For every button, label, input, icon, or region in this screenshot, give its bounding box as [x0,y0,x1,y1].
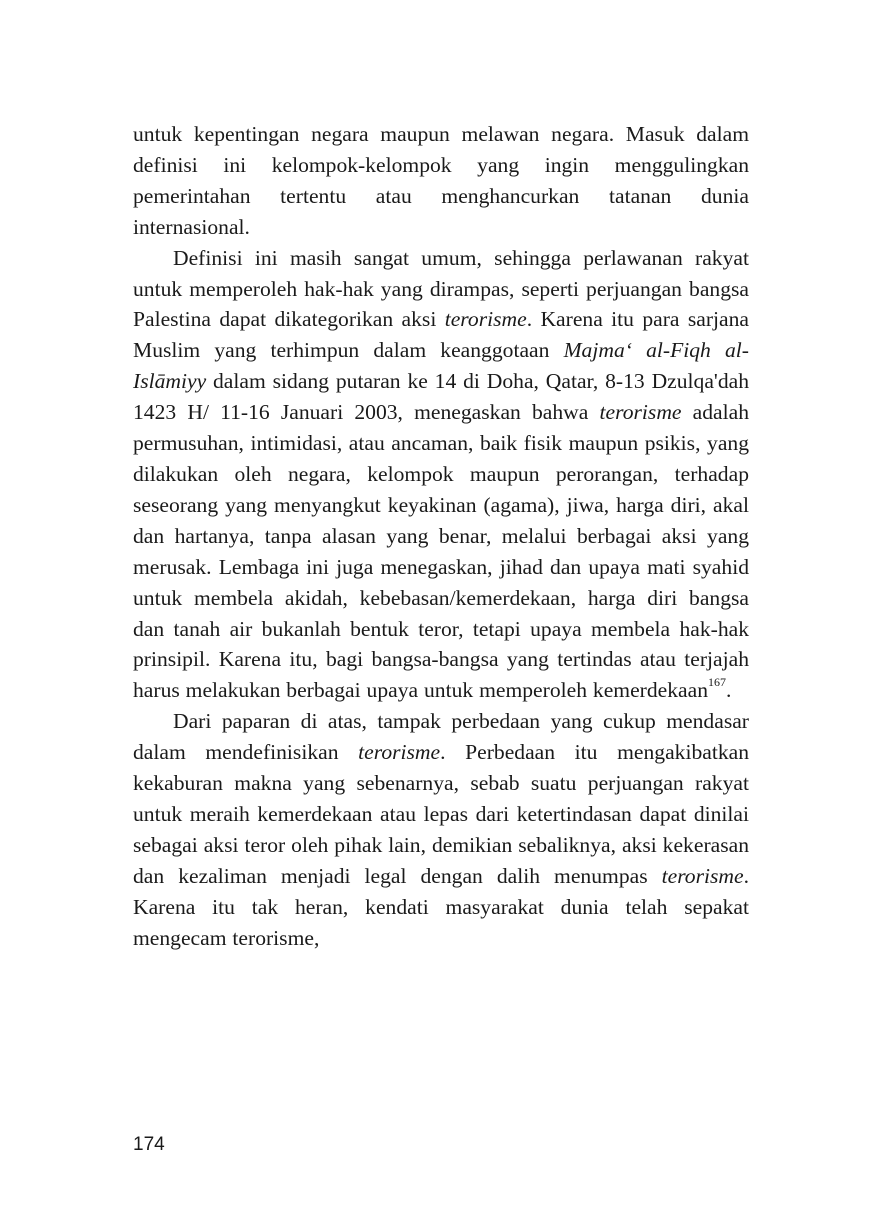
text-run: . Perbedaan itu mengakibatkan kekaburan makna yang sebenarnya, sebab suatu perjuangan rakyat untuk meraih kemerdekaan atau lepas dari ketertindasan dapat dinilai sebagai aksi teror oleh pihak lain, demikian sebaliknya, aksi kekerasan dan kezaliman menjadi legal dengan dalih menumpas [133,740,750,888]
page-number: 174 [133,1134,165,1155]
text-run: . [726,678,732,703]
italic-term: terorisme [599,400,682,425]
paragraph-1 [133,119,749,243]
paragraph-3 [133,706,749,953]
text-run: Definisi ini masih sangat umum, sehingga perlawanan rakyat untuk memperoleh hak-hak yang dirampas, seperti perjuangan bangsa Palestina dapat dikategorikan aksi [133,245,749,332]
paragraph-2 [133,243,749,707]
text-run: untuk kepentingan negara maupun melawan negara. Masuk dalam definisi ini kelompok-kelompok yang ingin menggulingkan pemerintahan tertentu atau menghancurkan tatanan dunia internasional. [133,122,749,239]
italic-term: terorisme [444,307,527,332]
text-run: Dari paparan di atas, tampak perbedaan yang cukup mendasar dalam mendefinisikan [133,709,749,765]
text-run: dalam sidang putaran ke 14 di Doha, Qatar, 8-13 Dzulqa'dah 1423 H/ 11-16 Januari 2003, menegaskan bahwa [133,369,749,425]
body-text [133,119,749,953]
text-run: . Karena itu para sarjana Muslim yang terhimpun dalam keanggotaan [133,307,749,363]
italic-term: terorisme [661,863,744,888]
footnote-reference: 167 [708,675,727,690]
italic-term: Majma‘ al-Fiqh al-Islāmiyy [133,338,749,394]
italic-term: terorisme [358,740,441,765]
text-run: . Karena itu tak heran, kendati masyarakat dunia telah sepakat mengecam terorisme, [133,863,749,950]
text-run: adalah permusuhan, intimidasi, atau ancaman, baik fisik maupun psikis, yang dilakukan oleh negara, kelompok maupun perorangan, terhadap seseorang yang menyangkut keyakinan (agama), jiwa, harga diri, akal dan hartanya, tanpa alasan yang benar, melalui berbagai aksi yang merusak. Lembaga ini juga menegaskan, jihad dan upaya mati syahid untuk membela akidah, kebebasan/kemerdekaan, harga diri bangsa dan tanah air bukanlah bentuk teror, tetapi upaya membela hak-hak prinsipil. Karena itu, bagi bangsa-bangsa yang tertindas atau terjajah harus melakukan berbagai upaya untuk memperoleh kemerdekaan [133,400,750,703]
